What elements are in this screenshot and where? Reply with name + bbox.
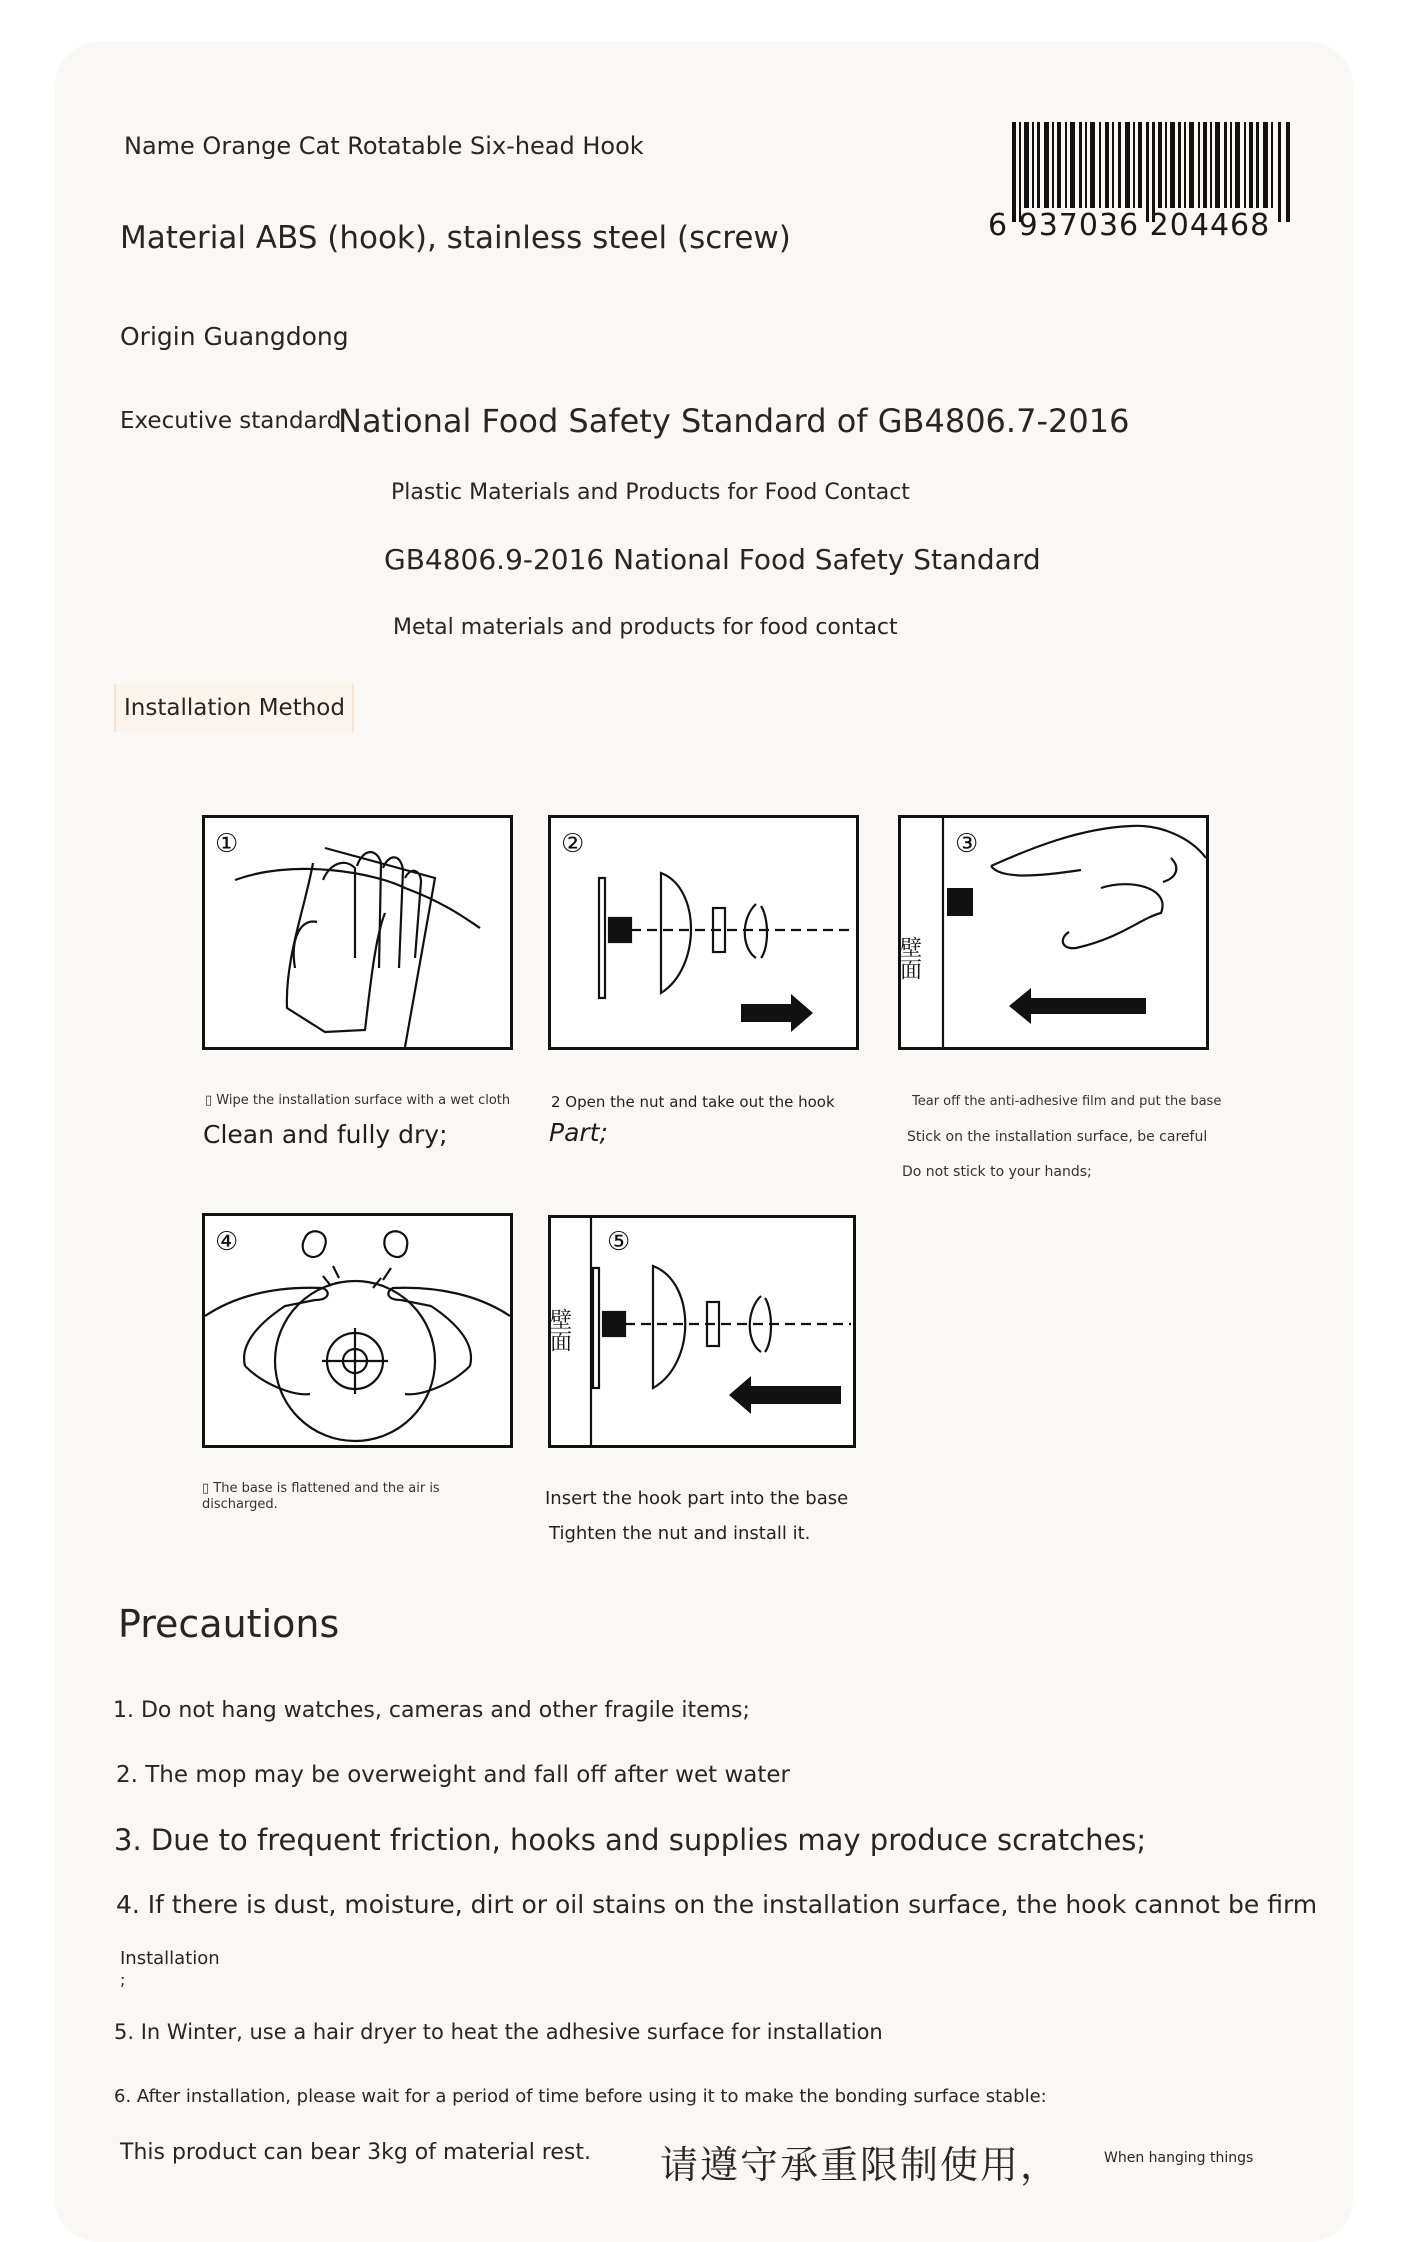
step-3-wall-label: 壁面 (896, 936, 922, 980)
barcode-number: 6 937036 204468 (988, 208, 1271, 243)
hook-parts-icon (551, 818, 856, 1047)
step-5-caption-1: Insert the hook part into the base (545, 1488, 849, 1509)
precaution-item-6: 6. After installation, please wait for a period of time before using it to make the bonding surface stable: (114, 2086, 1047, 2107)
step-2-caption-small: 2 Open the nut and take out the hook (551, 1093, 835, 1111)
product-material: Material ABS (hook), stainless steel (screw) (120, 220, 791, 256)
step-4-caption-2: discharged. (202, 1497, 278, 1512)
step-5-illustration (548, 1215, 856, 1448)
barcode-icon (1010, 122, 1294, 222)
precaution-item-4-continued: Installation (120, 1948, 220, 1969)
step-1-caption-big: Clean and fully dry; (203, 1120, 448, 1149)
step-3-illustration (898, 815, 1209, 1050)
step-3-caption-2: Stick on the installation surface, be careful (907, 1129, 1208, 1145)
step-1-illustration (202, 815, 513, 1050)
step-2-illustration (548, 815, 859, 1050)
executive-standard-value: National Food Safety Standard of GB4806.7-2016 (338, 402, 1130, 440)
product-name: Name Orange Cat Rotatable Six-head Hook (124, 132, 644, 160)
wiping-hand-icon (205, 818, 510, 1047)
step-4-illustration (202, 1213, 513, 1448)
precaution-item-1: 1. Do not hang watches, cameras and other fragile items; (113, 1698, 750, 1723)
precaution-load-note: This product can bear 3kg of material rest. (120, 2140, 591, 2165)
standard-line-2: GB4806.9-2016 National Food Safety Standard (384, 543, 1041, 576)
precautions-title: Precautions (118, 1602, 340, 1646)
standard-line-3: Metal materials and products for food contact (393, 615, 898, 640)
step-3-caption-3: Do not stick to your hands; (902, 1164, 1092, 1180)
executive-standard-label: Executive standard (120, 408, 342, 434)
installation-title: Installation Method (124, 695, 345, 721)
step-3-number: ③ (955, 829, 979, 859)
step-2-caption-big: Part; (549, 1118, 608, 1147)
step-5-number: ⑤ (607, 1227, 631, 1257)
insert-hook-icon (546, 1218, 853, 1445)
product-origin: Origin Guangdong (120, 322, 349, 351)
press-base-icon (205, 1216, 510, 1445)
step-1-caption-small: ▯ Wipe the installation surface with a wet cloth (205, 1093, 511, 1108)
step-3-caption-1: Tear off the anti-adhesive film and put the base (912, 1094, 1222, 1109)
standard-line-1: Plastic Materials and Products for Food Contact (391, 480, 910, 505)
step-4-number: ④ (215, 1227, 239, 1257)
precaution-item-5: 5. In Winter, use a hair dryer to heat the adhesive surface for installation (114, 2020, 883, 2044)
precaution-item-2: 2. The mop may be overweight and fall off after wet water (116, 1762, 790, 1788)
precaution-item-4-end: ; (120, 1970, 126, 1989)
precaution-load-note-chinese: 请遵守承重限制使用， (660, 2143, 1061, 2187)
step-4-caption-1: ▯ The base is flattened and the air is (202, 1481, 440, 1496)
precaution-hanging-note: When hanging things (1104, 2150, 1254, 2166)
step-5-wall-label: 壁面 (546, 1308, 572, 1352)
step-1-number: ① (215, 829, 239, 859)
finger-press-icon (896, 818, 1206, 1047)
precaution-item-3: 3. Due to frequent friction, hooks and supplies may produce scratches; (114, 1823, 1147, 1857)
precaution-item-4: 4. If there is dust, moisture, dirt or oil stains on the installation surface, the hook cannot be firm (116, 1890, 1318, 1919)
step-5-caption-2: Tighten the nut and install it. (549, 1523, 811, 1544)
step-2-number: ② (561, 829, 585, 859)
